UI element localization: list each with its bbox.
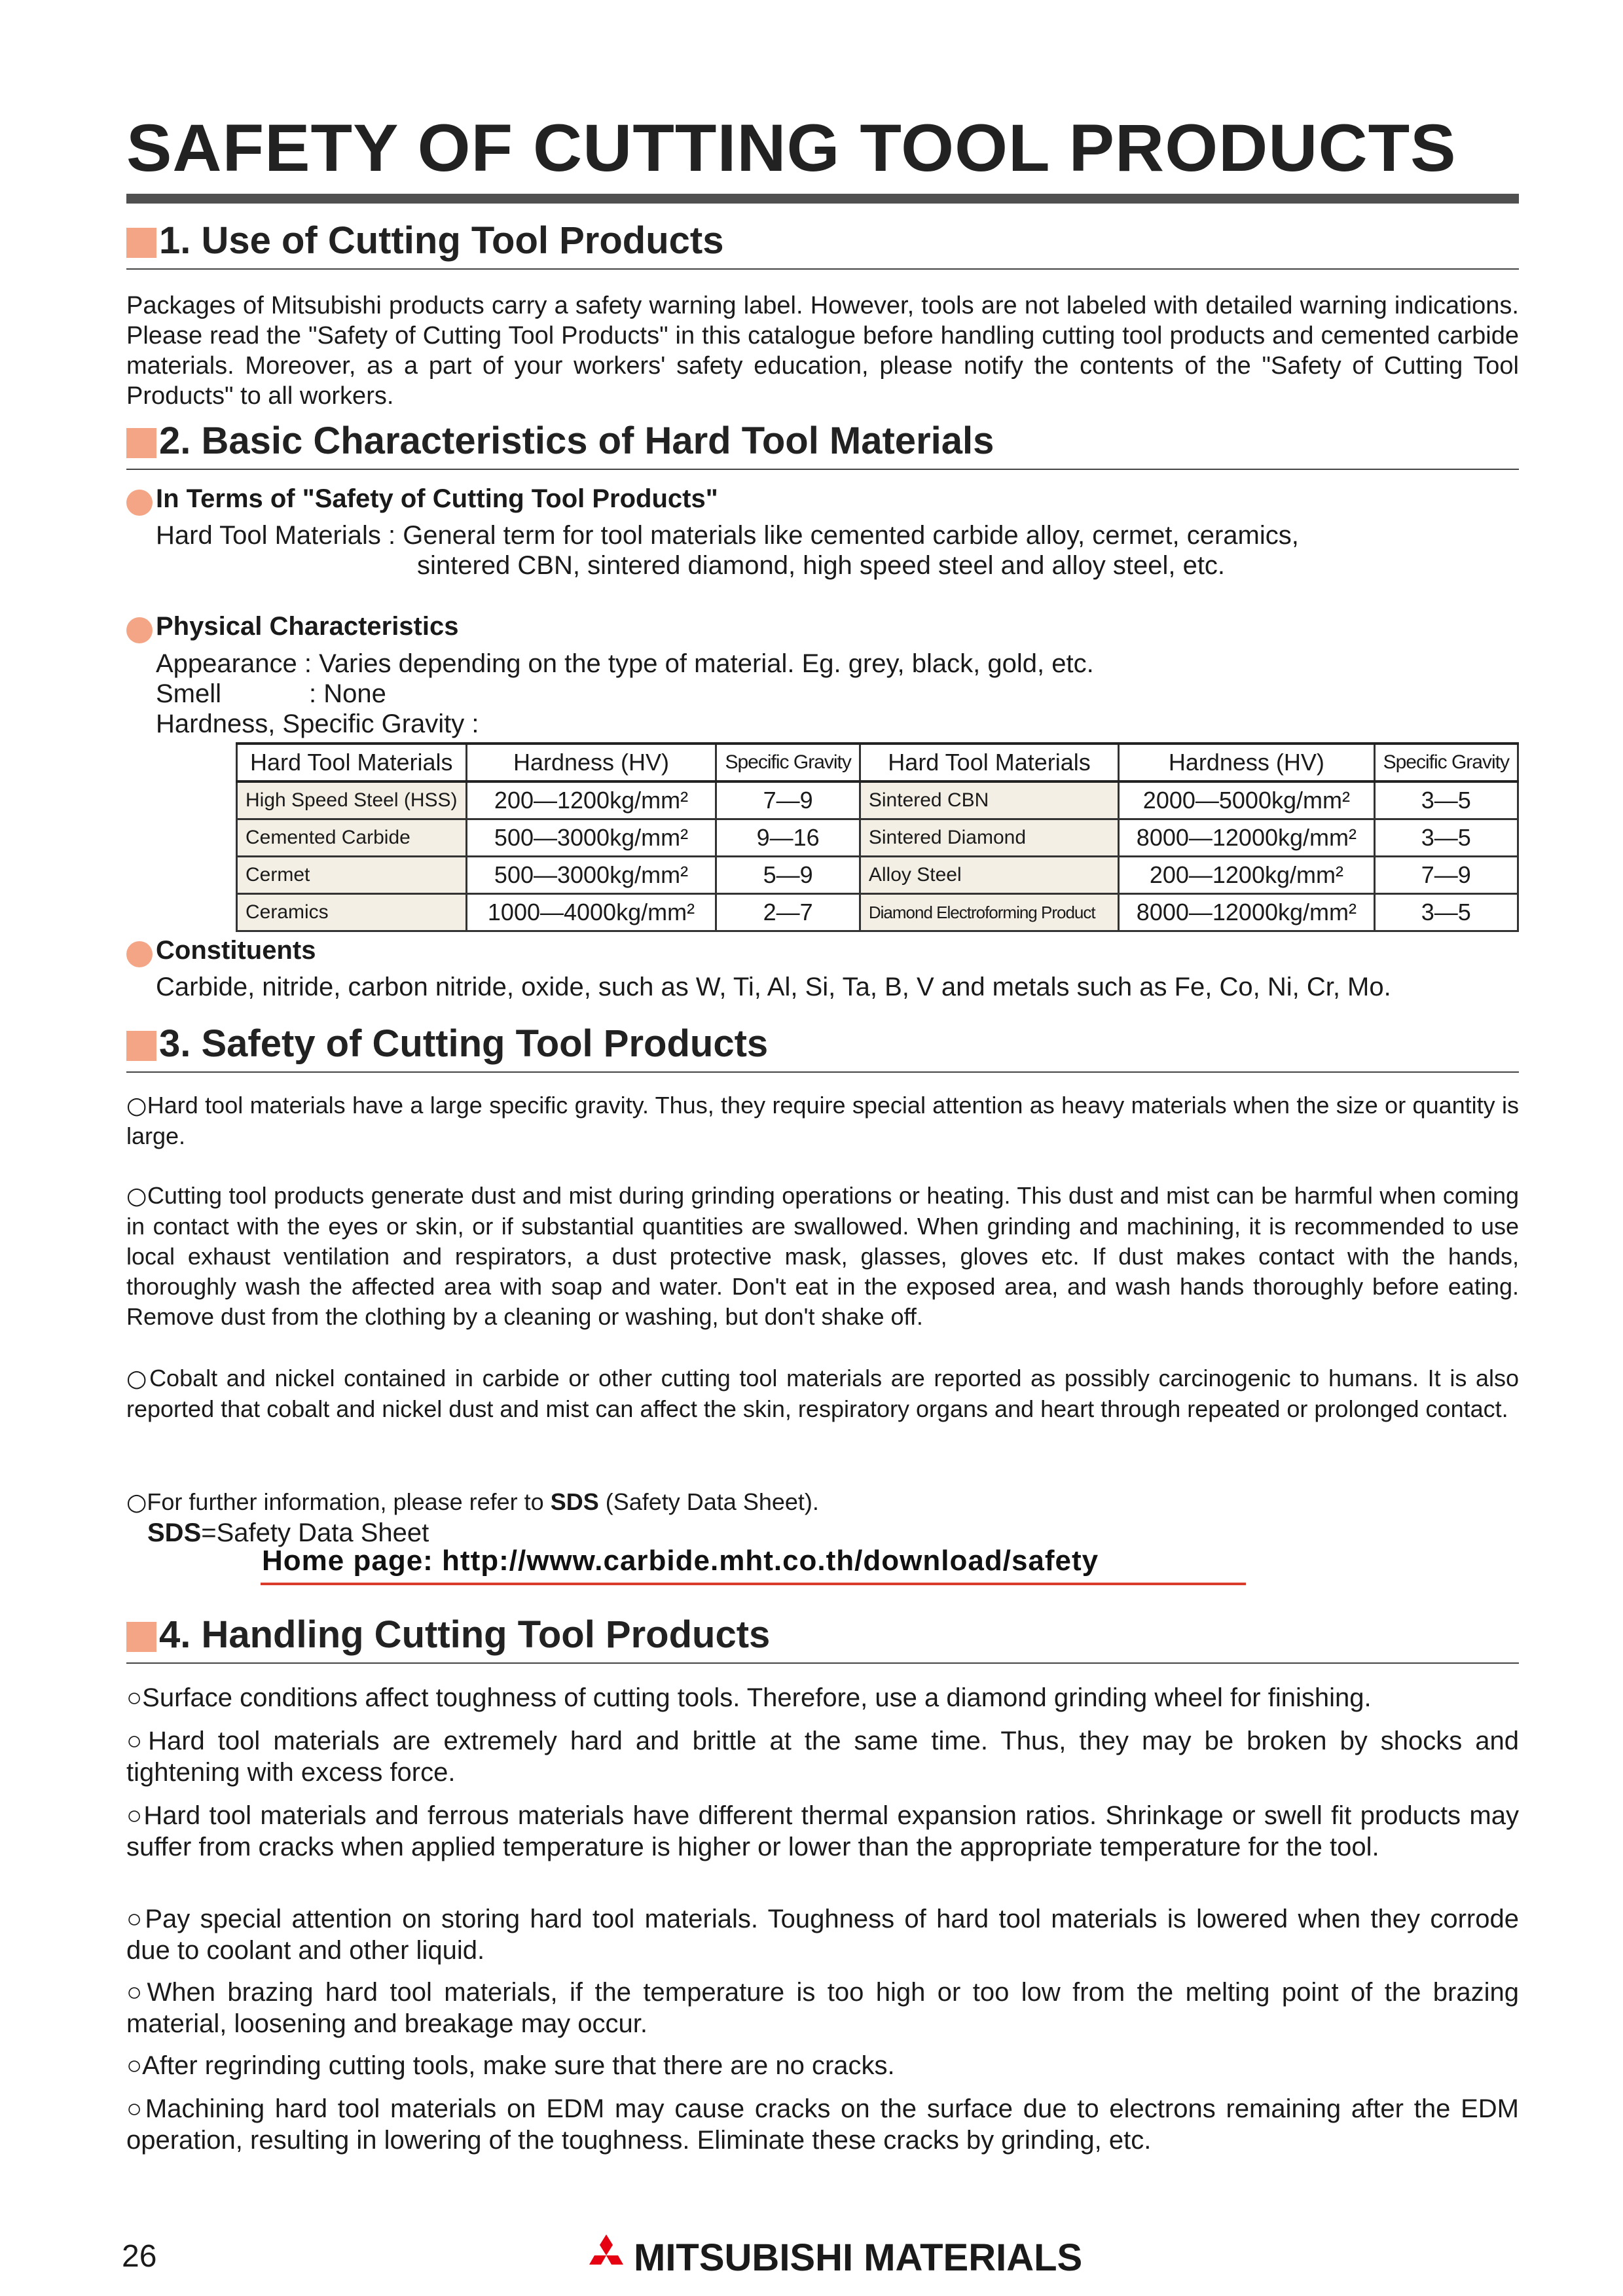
- further-info-suffix: (Safety Data Sheet).: [598, 1488, 819, 1515]
- section-square-icon: [126, 228, 156, 258]
- table-cell: 200—1200kg/mm²: [1119, 857, 1374, 894]
- smell-value: : None: [309, 679, 386, 708]
- brand-name: MITSUBISHI MATERIALS: [634, 2236, 1083, 2279]
- section-4-heading: [126, 1610, 1519, 1664]
- safety-bullet-3: [126, 1363, 1519, 1424]
- handling-bullet-text: Surface conditions affect toughness of cutting tools. Therefore, use a diamond grinding wheel for finishing.: [142, 1683, 1372, 1712]
- safety-bullet-1: [126, 1090, 1519, 1151]
- table-cell: Cermet: [237, 857, 467, 894]
- sds-label: SDS: [550, 1488, 599, 1515]
- section-3-heading: [126, 1019, 1519, 1073]
- table-cell: 500—3000kg/mm²: [466, 857, 716, 894]
- section-square-icon: [126, 428, 156, 458]
- section-2-heading: [126, 416, 1519, 470]
- handling-bullet-6: [126, 2050, 1519, 2081]
- table-cell: 200—1200kg/mm²: [466, 781, 716, 819]
- three-diamonds-icon: [583, 2233, 630, 2278]
- sds-definition: [147, 1517, 429, 1549]
- handling-bullet-text: Machining hard tool materials on EDM may cause cracks on the surface due to electrons remaining after the EDM operation, resulting in lowering of the toughness. Eliminate these cracks by grinding, etc.: [126, 2094, 1519, 2155]
- further-info-line: [126, 1487, 1519, 1518]
- table-cell: 2—7: [716, 894, 860, 931]
- table-row: [237, 819, 1518, 857]
- table-cell: 3—5: [1374, 894, 1518, 931]
- table-cell: 3—5: [1374, 781, 1518, 819]
- link-underline: [261, 1583, 1246, 1585]
- circle-bullet-icon: ○: [126, 1727, 149, 1755]
- section-3-title: 3. Safety of Cutting Tool Products: [159, 1022, 769, 1065]
- table-header-row: [237, 744, 1518, 781]
- physical-subheading-label: Physical Characteristics: [156, 612, 459, 641]
- circle-bullet-icon: ○: [126, 1183, 147, 1210]
- section-1-text: Packages of Mitsubishi products carry a safety warning label. However, tools are not labeled with detailed warning indications. Please read the "Safety of Cutting Tool Products" in this catalogue before handling cutting tool products and cemented carbide materials. Moreover, as a part of your workers' safety education, please notify the contents of the "Safety of Cutting Tool Products" to all workers.: [126, 292, 1519, 410]
- handling-bullet-text: Pay special attention on storing hard tool materials. Toughness of hard tool materials is lowered when they corrode due to coolant and other liquid.: [126, 1905, 1519, 1965]
- table-cell: 5—9: [716, 857, 860, 894]
- table-cell: 2000—5000kg/mm²: [1119, 781, 1374, 819]
- hardness-table: [236, 742, 1519, 932]
- section-2-title: 2. Basic Characteristics of Hard Tool Materials: [159, 420, 994, 462]
- hardness-label: Hardness, Specific Gravity :: [156, 709, 479, 738]
- table-cell: 500—3000kg/mm²: [466, 819, 716, 857]
- circle-bullet-icon: [126, 617, 153, 643]
- sds-def: =Safety Data Sheet: [201, 1518, 429, 1547]
- title-rule: [126, 194, 1519, 204]
- table-cell: 7—9: [716, 781, 860, 819]
- circle-bullet-icon: ○: [126, 2051, 143, 2080]
- circle-bullet-icon: ○: [126, 1489, 147, 1516]
- table-cell: Alloy Steel: [860, 857, 1118, 894]
- handling-bullet-text: Hard tool materials are extremely hard and brittle at the same time. Thus, they may be broken by shocks and tightening with excess force.: [126, 1727, 1519, 1787]
- circle-bullet-icon: ○: [126, 1801, 144, 1830]
- table-header-cell: Specific Gravity: [716, 744, 860, 781]
- section-square-icon: [126, 1031, 156, 1061]
- table-cell: 7—9: [1374, 857, 1518, 894]
- section-1-title: 1. Use of Cutting Tool Products: [159, 219, 724, 262]
- terms-subheading-label: In Terms of "Safety of Cutting Tool Products": [156, 484, 718, 513]
- table-cell: 1000—4000kg/mm²: [466, 894, 716, 931]
- sds-abbr: SDS: [147, 1518, 202, 1547]
- handling-bullet-text: When brazing hard tool materials, if the temperature is too high or too low from the melting point of the brazing material, loosening and breakage may occur.: [126, 1978, 1519, 2038]
- constituents-subheading-label: Constituents: [156, 936, 316, 965]
- table-row: [237, 857, 1518, 894]
- handling-bullet-text: After regrinding cutting tools, make sure that there are no cracks.: [142, 2051, 895, 2080]
- table-row: [237, 894, 1518, 931]
- table-cell: High Speed Steel (HSS): [237, 781, 467, 819]
- table-cell: Sintered Diamond: [860, 819, 1118, 857]
- circle-bullet-icon: [126, 490, 153, 516]
- safety-bullet-text: Cutting tool products generate dust and mist during grinding operations or heating. This dust and mist can be harmful when coming in contact with the eyes or skin, or if substantial quantities are swallowed. When grinding and machining, it is recommended to use local exhaust ventilation and respirators, a dust protective mask, glasses, gloves etc. If dust makes contact with the hands, thoroughly wash the affected area with soap and water. Don't eat in the exposed area, and wash hands thoroughly before eating. Remove dust from the clothing by a cleaning or washing, but don't shake off.: [126, 1182, 1519, 1330]
- circle-bullet-icon: ○: [126, 1683, 143, 1712]
- home-page-link[interactable]: Home page: http://www.carbide.mht.co.th/download/safety: [262, 1545, 1099, 1577]
- page-number: 26: [122, 2239, 157, 2274]
- section-1-heading: [126, 216, 1519, 270]
- terms-line-2: sintered CBN, sintered diamond, high speed steel and alloy steel, etc.: [417, 551, 1226, 580]
- handling-bullet-5: [126, 1977, 1519, 2039]
- table-cell: Cemented Carbide: [237, 819, 467, 857]
- handling-bullet-2: [126, 1725, 1519, 1788]
- table-cell: 8000—12000kg/mm²: [1119, 819, 1374, 857]
- handling-bullet-4: [126, 1903, 1519, 1966]
- constituents-text: Carbide, nitride, carbon nitride, oxide, such as W, Ti, Al, Si, Ta, B, V and metals such as Fe, Co, Ni, Cr, Mo.: [156, 973, 1391, 1001]
- section-square-icon: [126, 1622, 156, 1652]
- table-cell: 8000—12000kg/mm²: [1119, 894, 1374, 931]
- handling-bullet-7: [126, 2093, 1519, 2156]
- circle-bullet-icon: ○: [126, 1092, 147, 1119]
- safety-bullet-2: [126, 1181, 1519, 1332]
- table-header-cell: Hard Tool Materials: [860, 744, 1118, 781]
- table-header-cell: Hard Tool Materials: [237, 744, 467, 781]
- circle-bullet-icon: ○: [126, 2094, 145, 2123]
- table-cell: 9—16: [716, 819, 860, 857]
- table-cell: Ceramics: [237, 894, 467, 931]
- table-header-cell: Hardness (HV): [466, 744, 716, 781]
- circle-bullet-icon: ○: [126, 1978, 147, 2007]
- table-cell: Sintered CBN: [860, 781, 1118, 819]
- circle-bullet-icon: ○: [126, 1905, 145, 1933]
- page-title: SAFETY OF CUTTING TOOL PRODUCTS: [126, 111, 1457, 185]
- circle-bullet-icon: [126, 941, 153, 967]
- circle-bullet-icon: ○: [126, 1365, 150, 1392]
- table-cell: Diamond Electroforming Product: [860, 894, 1118, 931]
- appearance-line: Appearance : Varies depending on the type of material. Eg. grey, black, gold, etc.: [156, 649, 1094, 678]
- safety-bullet-text: Cobalt and nickel contained in carbide or other cutting tool materials are reported as possibly carcinogenic to humans. It is also reported that cobalt and nickel dust and mist can affect the skin, respiratory organs and heart through repeated or prolonged contact.: [126, 1365, 1519, 1422]
- handling-bullet-3: [126, 1800, 1519, 1863]
- section-4-title: 4. Handling Cutting Tool Products: [159, 1613, 771, 1656]
- handling-bullet-1: [126, 1682, 1519, 1713]
- terms-line-1: Hard Tool Materials : General term for tool materials like cemented carbide alloy, cermet, ceramics,: [156, 521, 1299, 550]
- table-cell: 3—5: [1374, 819, 1518, 857]
- handling-bullet-text: Hard tool materials and ferrous materials have different thermal expansion ratios. Shrinkage or swell fit products may suffer from cracks when applied temperature is higher or lower than the appropriate temperature for the tool.: [126, 1801, 1519, 1861]
- further-info-prefix: For further information, please refer to: [147, 1488, 551, 1515]
- smell-label: Smell: [156, 679, 222, 708]
- table-header-cell: Hardness (HV): [1119, 744, 1374, 781]
- table-header-cell: Specific Gravity: [1374, 744, 1518, 781]
- safety-bullet-text: Hard tool materials have a large specific gravity. Thus, they require special attention as heavy materials when the size or quantity is large.: [126, 1092, 1519, 1149]
- table-row: [237, 781, 1518, 819]
